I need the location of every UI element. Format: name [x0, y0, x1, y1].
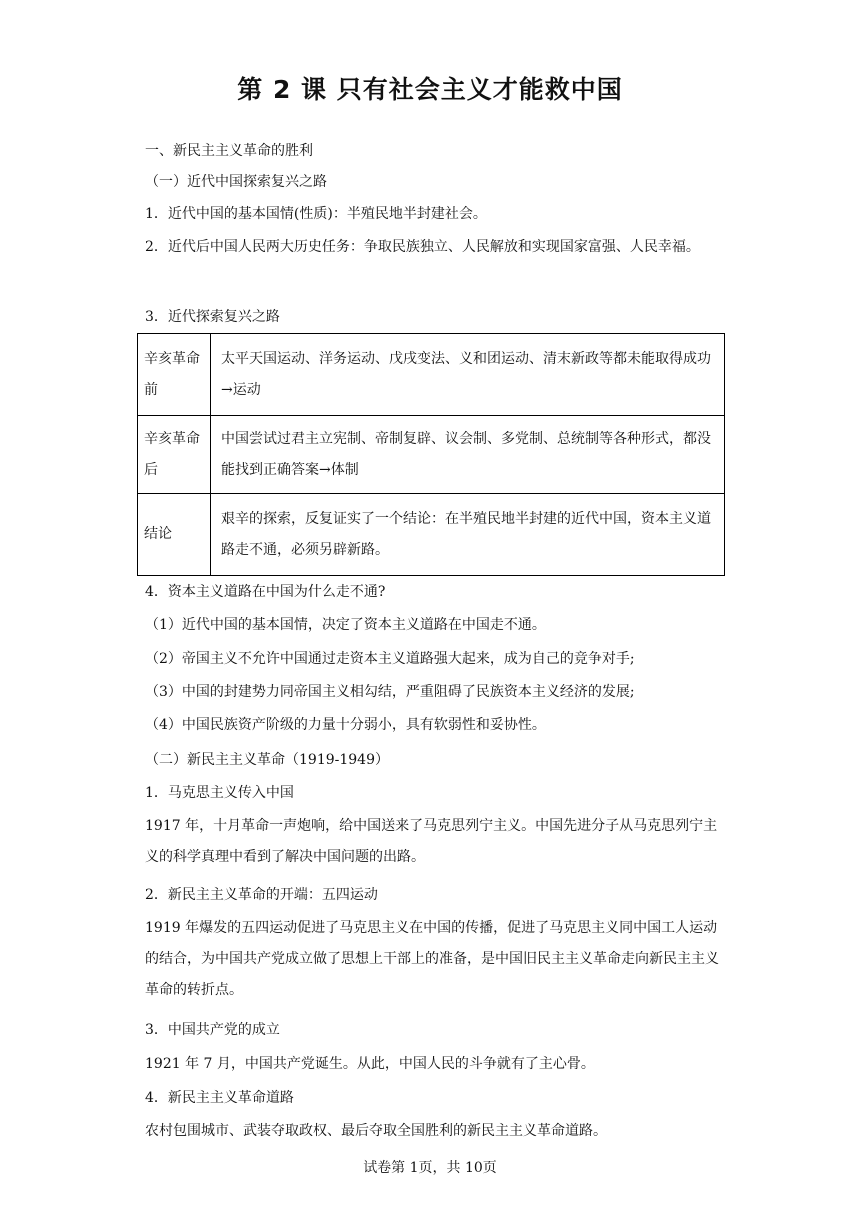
point-1: 1．近代中国的基本国情(性质)：半殖民地半封建社会。	[145, 206, 487, 222]
exploration-table	[137, 333, 725, 576]
subsection-heading-2: （二）新民主主义革命（1919-1949）	[145, 752, 389, 768]
table-row	[138, 334, 725, 416]
table-row-value: 太平天国运动、洋务运动、戊戌变法、义和团运动、清末新政等都未能取得成功→运动	[211, 334, 725, 416]
subsection-heading-1: （一）近代中国探索复兴之路	[145, 174, 327, 190]
topic-1-text: 1917 年，十月革命一声炮响，给中国送来了马克思列宁主义。中国先进分子从马克思列宁主义的科学真理中看到了解决中国问题的出路。	[145, 818, 718, 865]
table-row-key: 辛亥革命后	[138, 416, 211, 494]
topic-2: 2．新民主主义革命的开端：五四运动	[145, 887, 378, 903]
table-row	[138, 416, 725, 494]
reason-4: （4）中国民族资产阶级的力量十分弱小，具有软弱性和妥协性。	[145, 717, 546, 733]
topic-4: 4．新民主主义革命道路	[145, 1090, 294, 1106]
topic-2-text: 1919 年爆发的五四运动促进了马克思主义在中国的传播，促进了马克思主义同中国工人运动的结合，为中国共产党成立做了思想上干部上的准备，是中国旧民主主义革命走向新民主主义革命的转折点。	[145, 920, 719, 998]
topic-3-text: 1921 年 7 月，中国共产党诞生。从此，中国人民的斗争就有了主心骨。	[145, 1056, 595, 1072]
point-3: 3．近代探索复兴之路	[145, 309, 280, 325]
table-row-value: 艰辛的探索，反复证实了一个结论：在半殖民地半封建的近代中国，资本主义道路走不通，必须另辟新路。	[211, 494, 725, 576]
table-row-key: 结论	[138, 494, 211, 576]
point-2: 2．近代后中国人民两大历史任务：争取民族独立、人民解放和实现国家富强、人民幸福。	[145, 239, 700, 255]
point-4: 4．资本主义道路在中国为什么走不通?	[145, 584, 386, 600]
table-row-value: 中国尝试过君主立宪制、帝制复辟、议会制、多党制、总统制等各种形式，都没能找到正确答案→体制	[211, 416, 725, 494]
table-row	[138, 494, 725, 576]
section-heading-1: 一、新民主主义革命的胜利	[145, 143, 313, 159]
topic-4-text: 农村包围城市、武装夺取政权、最后夺取全国胜利的新民主主义革命道路。	[145, 1123, 607, 1139]
topic-3: 3．中国共产党的成立	[145, 1022, 280, 1038]
reason-3: （3）中国的封建势力同帝国主义相勾结，严重阻碍了民族资本主义经济的发展;	[145, 684, 635, 700]
reason-2: （2）帝国主义不允许中国通过走资本主义道路强大起来，成为自己的竞争对手;	[145, 651, 635, 667]
lesson-title: 第 2 课 只有社会主义才能救中国	[237, 75, 623, 104]
reason-1: （1）近代中国的基本国情，决定了资本主义道路在中国走不通。	[145, 617, 546, 633]
table-row-key: 辛亥革命前	[138, 334, 211, 416]
topic-1: 1．马克思主义传入中国	[145, 785, 294, 801]
page-footer: 试卷第 1页，共 10页	[363, 1160, 497, 1176]
